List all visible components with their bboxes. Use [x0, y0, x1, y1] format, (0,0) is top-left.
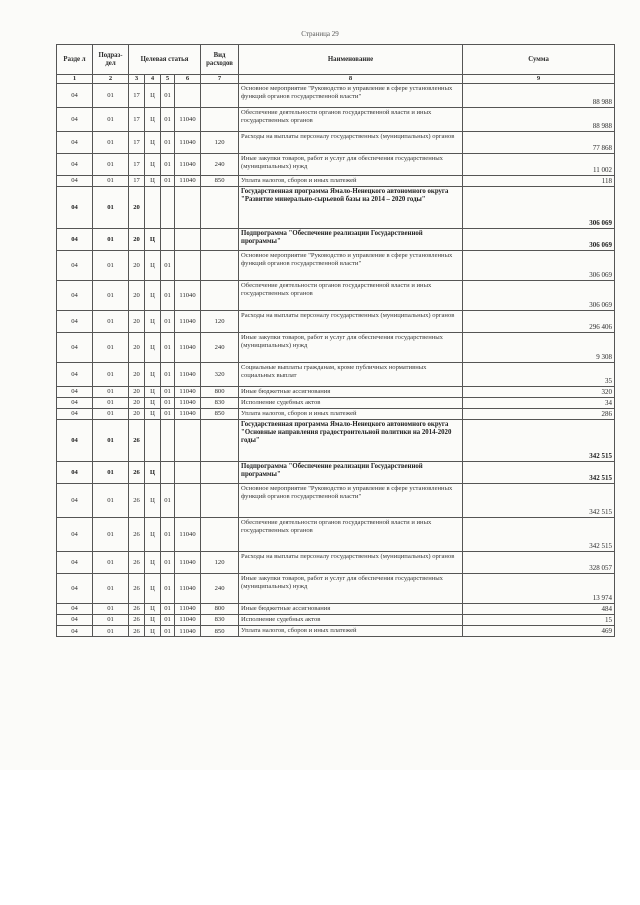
summa-cell: 306 069 [463, 187, 615, 229]
celevaya-4-cell [175, 84, 201, 108]
celevaya-2-cell: Ц [145, 176, 161, 187]
naimenovanie-cell: Подпрограмма "Обеспечение реализации Государственной программы" [239, 229, 463, 251]
celevaya-2-cell: Ц [145, 574, 161, 604]
podrazdel-cell: 01 [93, 398, 129, 409]
celevaya-3-cell: 01 [161, 176, 175, 187]
celevaya-1-cell: 26 [129, 574, 145, 604]
header-row [57, 45, 615, 75]
razdel-cell: 04 [57, 281, 93, 311]
celevaya-1-cell: 20 [129, 229, 145, 251]
vid-rashodov-cell [201, 420, 239, 462]
celevaya-2-cell: Ц [145, 333, 161, 363]
table-body [57, 84, 615, 637]
summa-cell: 306 069 [463, 251, 615, 281]
vid-rashodov-cell [201, 108, 239, 132]
razdel-cell: 04 [57, 187, 93, 229]
celevaya-4-cell [175, 462, 201, 484]
razdel-cell: 04 [57, 363, 93, 387]
vid-rashodov-cell: 320 [201, 363, 239, 387]
podrazdel-cell: 01 [93, 626, 129, 637]
podrazdel-cell: 01 [93, 281, 129, 311]
celevaya-4-cell [175, 484, 201, 518]
celevaya-1-cell: 17 [129, 84, 145, 108]
podrazdel-cell: 01 [93, 176, 129, 187]
naimenovanie-cell: Социальные выплаты гражданам, кроме публичных нормативных социальных выплат [239, 363, 463, 387]
table-row [57, 615, 615, 626]
naimenovanie-cell: Уплата налогов, сборов и иных платежей [239, 176, 463, 187]
podrazdel-cell: 01 [93, 363, 129, 387]
table-row [57, 281, 615, 311]
table-row [57, 387, 615, 398]
celevaya-1-cell: 26 [129, 420, 145, 462]
summa-cell: 296 406 [463, 311, 615, 333]
razdel-cell: 04 [57, 420, 93, 462]
table-row [57, 398, 615, 409]
celevaya-3-cell: 01 [161, 154, 175, 176]
table-row [57, 154, 615, 176]
column-index-row [57, 75, 615, 84]
celevaya-2-cell: Ц [145, 604, 161, 615]
celevaya-2-cell: Ц [145, 108, 161, 132]
naimenovanie-cell: Иные бюджетные ассигнования [239, 387, 463, 398]
podrazdel-cell: 01 [93, 604, 129, 615]
celevaya-4-cell: 11040 [175, 552, 201, 574]
summa-cell: 77 868 [463, 132, 615, 154]
podrazdel-cell: 01 [93, 574, 129, 604]
summa-cell: 88 988 [463, 108, 615, 132]
razdel-cell: 04 [57, 398, 93, 409]
summa-cell: 11 002 [463, 154, 615, 176]
vid-rashodov-cell: 240 [201, 154, 239, 176]
celevaya-1-cell: 17 [129, 108, 145, 132]
celevaya-3-cell: 01 [161, 626, 175, 637]
celevaya-1-cell: 26 [129, 518, 145, 552]
razdel-cell: 04 [57, 462, 93, 484]
celevaya-3-cell [161, 187, 175, 229]
vid-rashodov-cell: 800 [201, 387, 239, 398]
podrazdel-cell: 01 [93, 84, 129, 108]
column-index-cell: 3 [129, 75, 145, 84]
celevaya-1-cell: 20 [129, 387, 145, 398]
celevaya-4-cell [175, 420, 201, 462]
celevaya-1-cell: 17 [129, 154, 145, 176]
celevaya-3-cell: 01 [161, 552, 175, 574]
podrazdel-cell: 01 [93, 229, 129, 251]
naimenovanie-cell: Уплата налогов, сборов и иных платежей [239, 409, 463, 420]
celevaya-4-cell: 11040 [175, 108, 201, 132]
celevaya-1-cell: 26 [129, 626, 145, 637]
vid-rashodov-cell: 850 [201, 409, 239, 420]
col-sum-header: Сумма [463, 45, 615, 75]
celevaya-3-cell: 01 [161, 84, 175, 108]
column-index-cell: 4 [145, 75, 161, 84]
razdel-cell: 04 [57, 409, 93, 420]
table-row [57, 462, 615, 484]
vid-rashodov-cell: 240 [201, 574, 239, 604]
podrazdel-cell: 01 [93, 132, 129, 154]
razdel-cell: 04 [57, 484, 93, 518]
column-index-cell: 1 [57, 75, 93, 84]
celevaya-1-cell: 17 [129, 176, 145, 187]
naimenovanie-cell: Государственная программа Ямало-Ненецкого автономного округа "Развитие минерально-сырьевой базы на 2014 – 2020 годы" [239, 187, 463, 229]
col-podrazdel-header: Подраз- дел [93, 45, 129, 75]
podrazdel-cell: 01 [93, 462, 129, 484]
celevaya-3-cell: 01 [161, 363, 175, 387]
celevaya-1-cell: 26 [129, 615, 145, 626]
budget-table [56, 44, 615, 637]
vid-rashodov-cell [201, 187, 239, 229]
celevaya-2-cell: Ц [145, 229, 161, 251]
table-row [57, 333, 615, 363]
vid-rashodov-cell: 120 [201, 132, 239, 154]
celevaya-2-cell: Ц [145, 409, 161, 420]
podrazdel-cell: 01 [93, 251, 129, 281]
table-row [57, 187, 615, 229]
vid-rashodov-cell [201, 84, 239, 108]
table-row [57, 484, 615, 518]
razdel-cell: 04 [57, 108, 93, 132]
celevaya-1-cell: 20 [129, 398, 145, 409]
col-name-header: Наименование [239, 45, 463, 75]
summa-cell: 306 069 [463, 229, 615, 251]
celevaya-1-cell: 26 [129, 484, 145, 518]
table-row [57, 409, 615, 420]
podrazdel-cell: 01 [93, 154, 129, 176]
column-index-cell: 6 [175, 75, 201, 84]
celevaya-2-cell [145, 187, 161, 229]
vid-rashodov-cell: 120 [201, 552, 239, 574]
celevaya-4-cell [175, 229, 201, 251]
table-row [57, 552, 615, 574]
summa-cell: 88 988 [463, 84, 615, 108]
table-row [57, 108, 615, 132]
celevaya-4-cell: 11040 [175, 626, 201, 637]
summa-cell: 342 515 [463, 420, 615, 462]
summa-cell: 484 [463, 604, 615, 615]
celevaya-2-cell: Ц [145, 154, 161, 176]
celevaya-3-cell: 01 [161, 387, 175, 398]
naimenovanie-cell: Расходы на выплаты персоналу государственных (муниципальных) органов [239, 552, 463, 574]
celevaya-2-cell [145, 420, 161, 462]
column-index-cell: 2 [93, 75, 129, 84]
summa-cell: 342 515 [463, 462, 615, 484]
razdel-cell: 04 [57, 574, 93, 604]
podrazdel-cell: 01 [93, 518, 129, 552]
podrazdel-cell: 01 [93, 420, 129, 462]
summa-cell: 469 [463, 626, 615, 637]
celevaya-3-cell: 01 [161, 251, 175, 281]
vid-rashodov-cell [201, 251, 239, 281]
celevaya-2-cell: Ц [145, 132, 161, 154]
celevaya-3-cell: 01 [161, 132, 175, 154]
podrazdel-cell: 01 [93, 333, 129, 363]
naimenovanie-cell: Обеспечение деятельности органов государственной власти и иных государственных органов [239, 281, 463, 311]
podrazdel-cell: 01 [93, 108, 129, 132]
celevaya-4-cell: 11040 [175, 574, 201, 604]
celevaya-2-cell: Ц [145, 251, 161, 281]
celevaya-4-cell: 11040 [175, 387, 201, 398]
razdel-cell: 04 [57, 626, 93, 637]
razdel-cell: 04 [57, 615, 93, 626]
summa-cell: 342 515 [463, 484, 615, 518]
podrazdel-cell: 01 [93, 409, 129, 420]
celevaya-1-cell: 26 [129, 604, 145, 615]
table-row [57, 84, 615, 108]
celevaya-2-cell: Ц [145, 387, 161, 398]
table-row [57, 626, 615, 637]
col-celevaya-header: Целевая статья [129, 45, 201, 75]
celevaya-4-cell: 11040 [175, 154, 201, 176]
celevaya-1-cell: 20 [129, 333, 145, 363]
celevaya-3-cell: 01 [161, 281, 175, 311]
podrazdel-cell: 01 [93, 187, 129, 229]
celevaya-2-cell: Ц [145, 552, 161, 574]
summa-cell: 35 [463, 363, 615, 387]
naimenovanie-cell: Основное мероприятие "Руководство и управление в сфере установленных функций органов государственной власти" [239, 251, 463, 281]
celevaya-2-cell: Ц [145, 84, 161, 108]
table-row [57, 604, 615, 615]
vid-rashodov-cell: 800 [201, 604, 239, 615]
vid-rashodov-cell [201, 281, 239, 311]
naimenovanie-cell: Иные закупки товаров, работ и услуг для обеспечения государственных (муниципальных) нужд [239, 333, 463, 363]
naimenovanie-cell: Исполнение судебных актов [239, 615, 463, 626]
page-number: Страница 29 [301, 30, 339, 38]
summa-cell: 15 [463, 615, 615, 626]
table-row [57, 132, 615, 154]
vid-rashodov-cell: 850 [201, 626, 239, 637]
vid-rashodov-cell: 120 [201, 311, 239, 333]
naimenovanie-cell: Иные бюджетные ассигнования [239, 604, 463, 615]
column-index-cell: 9 [463, 75, 615, 84]
table-row [57, 518, 615, 552]
summa-cell: 342 515 [463, 518, 615, 552]
summa-cell: 34 [463, 398, 615, 409]
celevaya-4-cell: 11040 [175, 398, 201, 409]
razdel-cell: 04 [57, 552, 93, 574]
celevaya-3-cell: 01 [161, 615, 175, 626]
summa-cell: 286 [463, 409, 615, 420]
celevaya-1-cell: 20 [129, 187, 145, 229]
razdel-cell: 04 [57, 229, 93, 251]
celevaya-1-cell: 20 [129, 281, 145, 311]
celevaya-2-cell: Ц [145, 615, 161, 626]
celevaya-3-cell: 01 [161, 604, 175, 615]
col-vid-header: Вид расходов [201, 45, 239, 75]
vid-rashodov-cell: 830 [201, 398, 239, 409]
razdel-cell: 04 [57, 387, 93, 398]
summa-cell: 9 308 [463, 333, 615, 363]
celevaya-3-cell [161, 462, 175, 484]
vid-rashodov-cell [201, 484, 239, 518]
naimenovanie-cell: Обеспечение деятельности органов государственной власти и иных государственных органов [239, 108, 463, 132]
razdel-cell: 04 [57, 518, 93, 552]
table-row [57, 251, 615, 281]
column-index-cell: 8 [239, 75, 463, 84]
column-index-cell: 7 [201, 75, 239, 84]
summa-cell: 118 [463, 176, 615, 187]
vid-rashodov-cell [201, 229, 239, 251]
celevaya-4-cell: 11040 [175, 615, 201, 626]
column-index-cell: 5 [161, 75, 175, 84]
podrazdel-cell: 01 [93, 387, 129, 398]
naimenovanie-cell: Обеспечение деятельности органов государственной власти и иных государственных органов [239, 518, 463, 552]
celevaya-1-cell: 20 [129, 409, 145, 420]
celevaya-2-cell: Ц [145, 484, 161, 518]
celevaya-1-cell: 20 [129, 251, 145, 281]
celevaya-3-cell: 01 [161, 333, 175, 363]
naimenovanie-cell: Основное мероприятие "Руководство и управление в сфере установленных функций органов государственной власти" [239, 84, 463, 108]
celevaya-2-cell: Ц [145, 363, 161, 387]
summa-cell: 13 974 [463, 574, 615, 604]
celevaya-4-cell [175, 187, 201, 229]
celevaya-3-cell [161, 229, 175, 251]
celevaya-3-cell: 01 [161, 398, 175, 409]
naimenovanie-cell: Государственная программа Ямало-Ненецкого автономного округа "Основные направления градостроительной политики на 2014-2020 годы" [239, 420, 463, 462]
celevaya-4-cell: 11040 [175, 518, 201, 552]
celevaya-3-cell: 01 [161, 518, 175, 552]
naimenovanie-cell: Основное мероприятие "Руководство и управление в сфере установленных функций органов государственной власти" [239, 484, 463, 518]
col-razdel-header: Разде л [57, 45, 93, 75]
podrazdel-cell: 01 [93, 311, 129, 333]
celevaya-2-cell: Ц [145, 311, 161, 333]
celevaya-4-cell: 11040 [175, 281, 201, 311]
vid-rashodov-cell [201, 518, 239, 552]
naimenovanie-cell: Подпрограмма "Обеспечение реализации Государственной программы" [239, 462, 463, 484]
celevaya-3-cell: 01 [161, 484, 175, 518]
naimenovanie-cell: Расходы на выплаты персоналу государственных (муниципальных) органов [239, 311, 463, 333]
celevaya-2-cell: Ц [145, 626, 161, 637]
table-row [57, 229, 615, 251]
celevaya-3-cell: 01 [161, 409, 175, 420]
celevaya-2-cell: Ц [145, 518, 161, 552]
razdel-cell: 04 [57, 251, 93, 281]
table-row [57, 420, 615, 462]
vid-rashodov-cell: 240 [201, 333, 239, 363]
razdel-cell: 04 [57, 176, 93, 187]
razdel-cell: 04 [57, 604, 93, 615]
celevaya-2-cell: Ц [145, 462, 161, 484]
table-row [57, 176, 615, 187]
naimenovanie-cell: Иные закупки товаров, работ и услуг для обеспечения государственных (муниципальных) нужд [239, 574, 463, 604]
razdel-cell: 04 [57, 311, 93, 333]
naimenovanie-cell: Уплата налогов, сборов и иных платежей [239, 626, 463, 637]
celevaya-3-cell [161, 420, 175, 462]
table-row [57, 363, 615, 387]
celevaya-4-cell [175, 251, 201, 281]
summa-cell: 306 069 [463, 281, 615, 311]
celevaya-1-cell: 20 [129, 311, 145, 333]
celevaya-4-cell: 11040 [175, 311, 201, 333]
vid-rashodov-cell: 830 [201, 615, 239, 626]
table-row [57, 574, 615, 604]
celevaya-3-cell: 01 [161, 574, 175, 604]
vid-rashodov-cell: 850 [201, 176, 239, 187]
page-background [0, 770, 640, 905]
naimenovanie-cell: Исполнение судебных актов [239, 398, 463, 409]
table-row [57, 311, 615, 333]
razdel-cell: 04 [57, 132, 93, 154]
celevaya-4-cell: 11040 [175, 409, 201, 420]
podrazdel-cell: 01 [93, 615, 129, 626]
celevaya-3-cell: 01 [161, 108, 175, 132]
naimenovanie-cell: Расходы на выплаты персоналу государственных (муниципальных) органов [239, 132, 463, 154]
celevaya-2-cell: Ц [145, 281, 161, 311]
razdel-cell: 04 [57, 333, 93, 363]
razdel-cell: 04 [57, 84, 93, 108]
celevaya-4-cell: 11040 [175, 604, 201, 615]
podrazdel-cell: 01 [93, 552, 129, 574]
celevaya-4-cell: 11040 [175, 176, 201, 187]
celevaya-2-cell: Ц [145, 398, 161, 409]
summa-cell: 320 [463, 387, 615, 398]
podrazdel-cell: 01 [93, 484, 129, 518]
celevaya-4-cell: 11040 [175, 333, 201, 363]
celevaya-4-cell: 11040 [175, 132, 201, 154]
celevaya-1-cell: 20 [129, 363, 145, 387]
celevaya-1-cell: 26 [129, 462, 145, 484]
celevaya-4-cell: 11040 [175, 363, 201, 387]
razdel-cell: 04 [57, 154, 93, 176]
naimenovanie-cell: Иные закупки товаров, работ и услуг для обеспечения государственных (муниципальных) нужд [239, 154, 463, 176]
celevaya-1-cell: 26 [129, 552, 145, 574]
summa-cell: 328 057 [463, 552, 615, 574]
celevaya-1-cell: 17 [129, 132, 145, 154]
celevaya-3-cell: 01 [161, 311, 175, 333]
vid-rashodov-cell [201, 462, 239, 484]
